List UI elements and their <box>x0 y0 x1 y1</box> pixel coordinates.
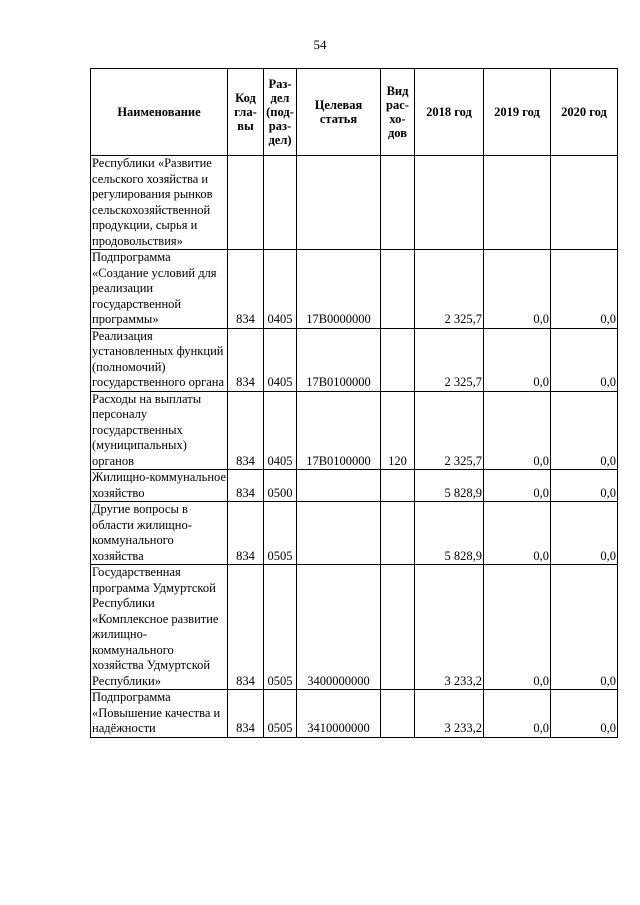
row-2020: 0,0 <box>551 565 618 690</box>
row-2020: 0,0 <box>551 502 618 565</box>
row-2019: 0,0 <box>484 690 551 738</box>
table-row <box>91 156 618 250</box>
row-razdel: 0505 <box>264 690 297 738</box>
table-row <box>91 250 618 329</box>
row-2019: 0,0 <box>484 502 551 565</box>
row-name: Государственная программа Удмуртской Республики «Комплексное развитие жилищно-коммунального хозяйства Удмуртской Республики» <box>91 565 228 690</box>
row-razdel: 0405 <box>264 250 297 329</box>
row-razdel: 0405 <box>264 328 297 391</box>
table-row <box>91 391 618 470</box>
row-statya <box>297 156 381 250</box>
row-vid: 120 <box>381 391 415 470</box>
row-name: Подпрограмма «Создание условий для реализации государственной программы» <box>91 250 228 329</box>
row-2019: 0,0 <box>484 470 551 502</box>
table-row <box>91 328 618 391</box>
row-2018: 3 233,2 <box>415 690 484 738</box>
table-row <box>91 470 618 502</box>
row-vid <box>381 156 415 250</box>
row-2019: 0,0 <box>484 565 551 690</box>
table-row <box>91 565 618 690</box>
row-kod: 834 <box>228 391 264 470</box>
row-razdel: 0505 <box>264 565 297 690</box>
header-vid: Вид рас- хо- дов <box>381 69 415 156</box>
row-kod <box>228 156 264 250</box>
row-vid <box>381 565 415 690</box>
row-vid <box>381 250 415 329</box>
budget-table <box>90 68 618 738</box>
row-kod: 834 <box>228 470 264 502</box>
row-2018: 3 233,2 <box>415 565 484 690</box>
row-2018: 2 325,7 <box>415 250 484 329</box>
row-kod: 834 <box>228 565 264 690</box>
row-2020: 0,0 <box>551 391 618 470</box>
header-2018: 2018 год <box>415 69 484 156</box>
header-row <box>91 69 618 156</box>
row-name: Жилищно-коммунальное хозяйство <box>92 470 226 500</box>
header-kod: Код гла- вы <box>228 69 264 156</box>
row-statya: 3400000000 <box>297 565 381 690</box>
header-2020: 2020 год <box>551 69 618 156</box>
row-statya: 17В0000000 <box>297 250 381 329</box>
row-2018: 5 828,9 <box>415 470 484 502</box>
row-2020: 0,0 <box>551 328 618 391</box>
row-vid <box>381 328 415 391</box>
table-row <box>91 690 618 738</box>
row-kod: 834 <box>228 690 264 738</box>
row-2020: 0,0 <box>551 690 618 738</box>
row-name: Республики «Развитие сельского хозяйства и регулирования рынков сельскохозяйственной продукции, сырья и продовольствия» <box>91 156 228 250</box>
row-vid <box>381 690 415 738</box>
row-statya: 17В0100000 <box>297 391 381 470</box>
header-razdel: Раз- дел (под- раз- дел) <box>264 69 297 156</box>
row-razdel: 0505 <box>264 502 297 565</box>
row-kod: 834 <box>228 502 264 565</box>
row-2020 <box>551 156 618 250</box>
row-2018 <box>415 156 484 250</box>
page-number: 54 <box>313 37 327 52</box>
row-name: Другие вопросы в области жилищно-коммунального хозяйства <box>91 502 228 565</box>
row-2018: 2 325,7 <box>415 328 484 391</box>
row-kod: 834 <box>228 250 264 329</box>
row-2020: 0,0 <box>551 470 618 502</box>
row-statya <box>297 502 381 565</box>
row-razdel: 0500 <box>264 470 297 502</box>
row-2019: 0,0 <box>484 250 551 329</box>
header-name: Наименование <box>91 69 228 156</box>
row-2018: 5 828,9 <box>415 502 484 565</box>
row-2019: 0,0 <box>484 391 551 470</box>
header-2019: 2019 год <box>484 69 551 156</box>
row-name: Расходы на выплаты персоналу государственных (муниципальных) органов <box>91 391 228 470</box>
row-name: Реализация установленных функций (полномочий) государственного органа <box>91 328 228 391</box>
row-razdel <box>264 156 297 250</box>
row-vid <box>381 470 415 502</box>
row-vid <box>381 502 415 565</box>
row-2019 <box>484 156 551 250</box>
row-statya: 3410000000 <box>297 690 381 738</box>
row-2018: 2 325,7 <box>415 391 484 470</box>
table-row <box>91 502 618 565</box>
row-2019: 0,0 <box>484 328 551 391</box>
row-statya: 17В0100000 <box>297 328 381 391</box>
header-statya: Целевая статья <box>297 69 381 156</box>
row-name: Подпрограмма «Повышение качества и надёжности <box>91 690 228 738</box>
row-kod: 834 <box>228 328 264 391</box>
row-razdel: 0405 <box>264 391 297 470</box>
row-2020: 0,0 <box>551 250 618 329</box>
row-statya <box>297 470 381 502</box>
